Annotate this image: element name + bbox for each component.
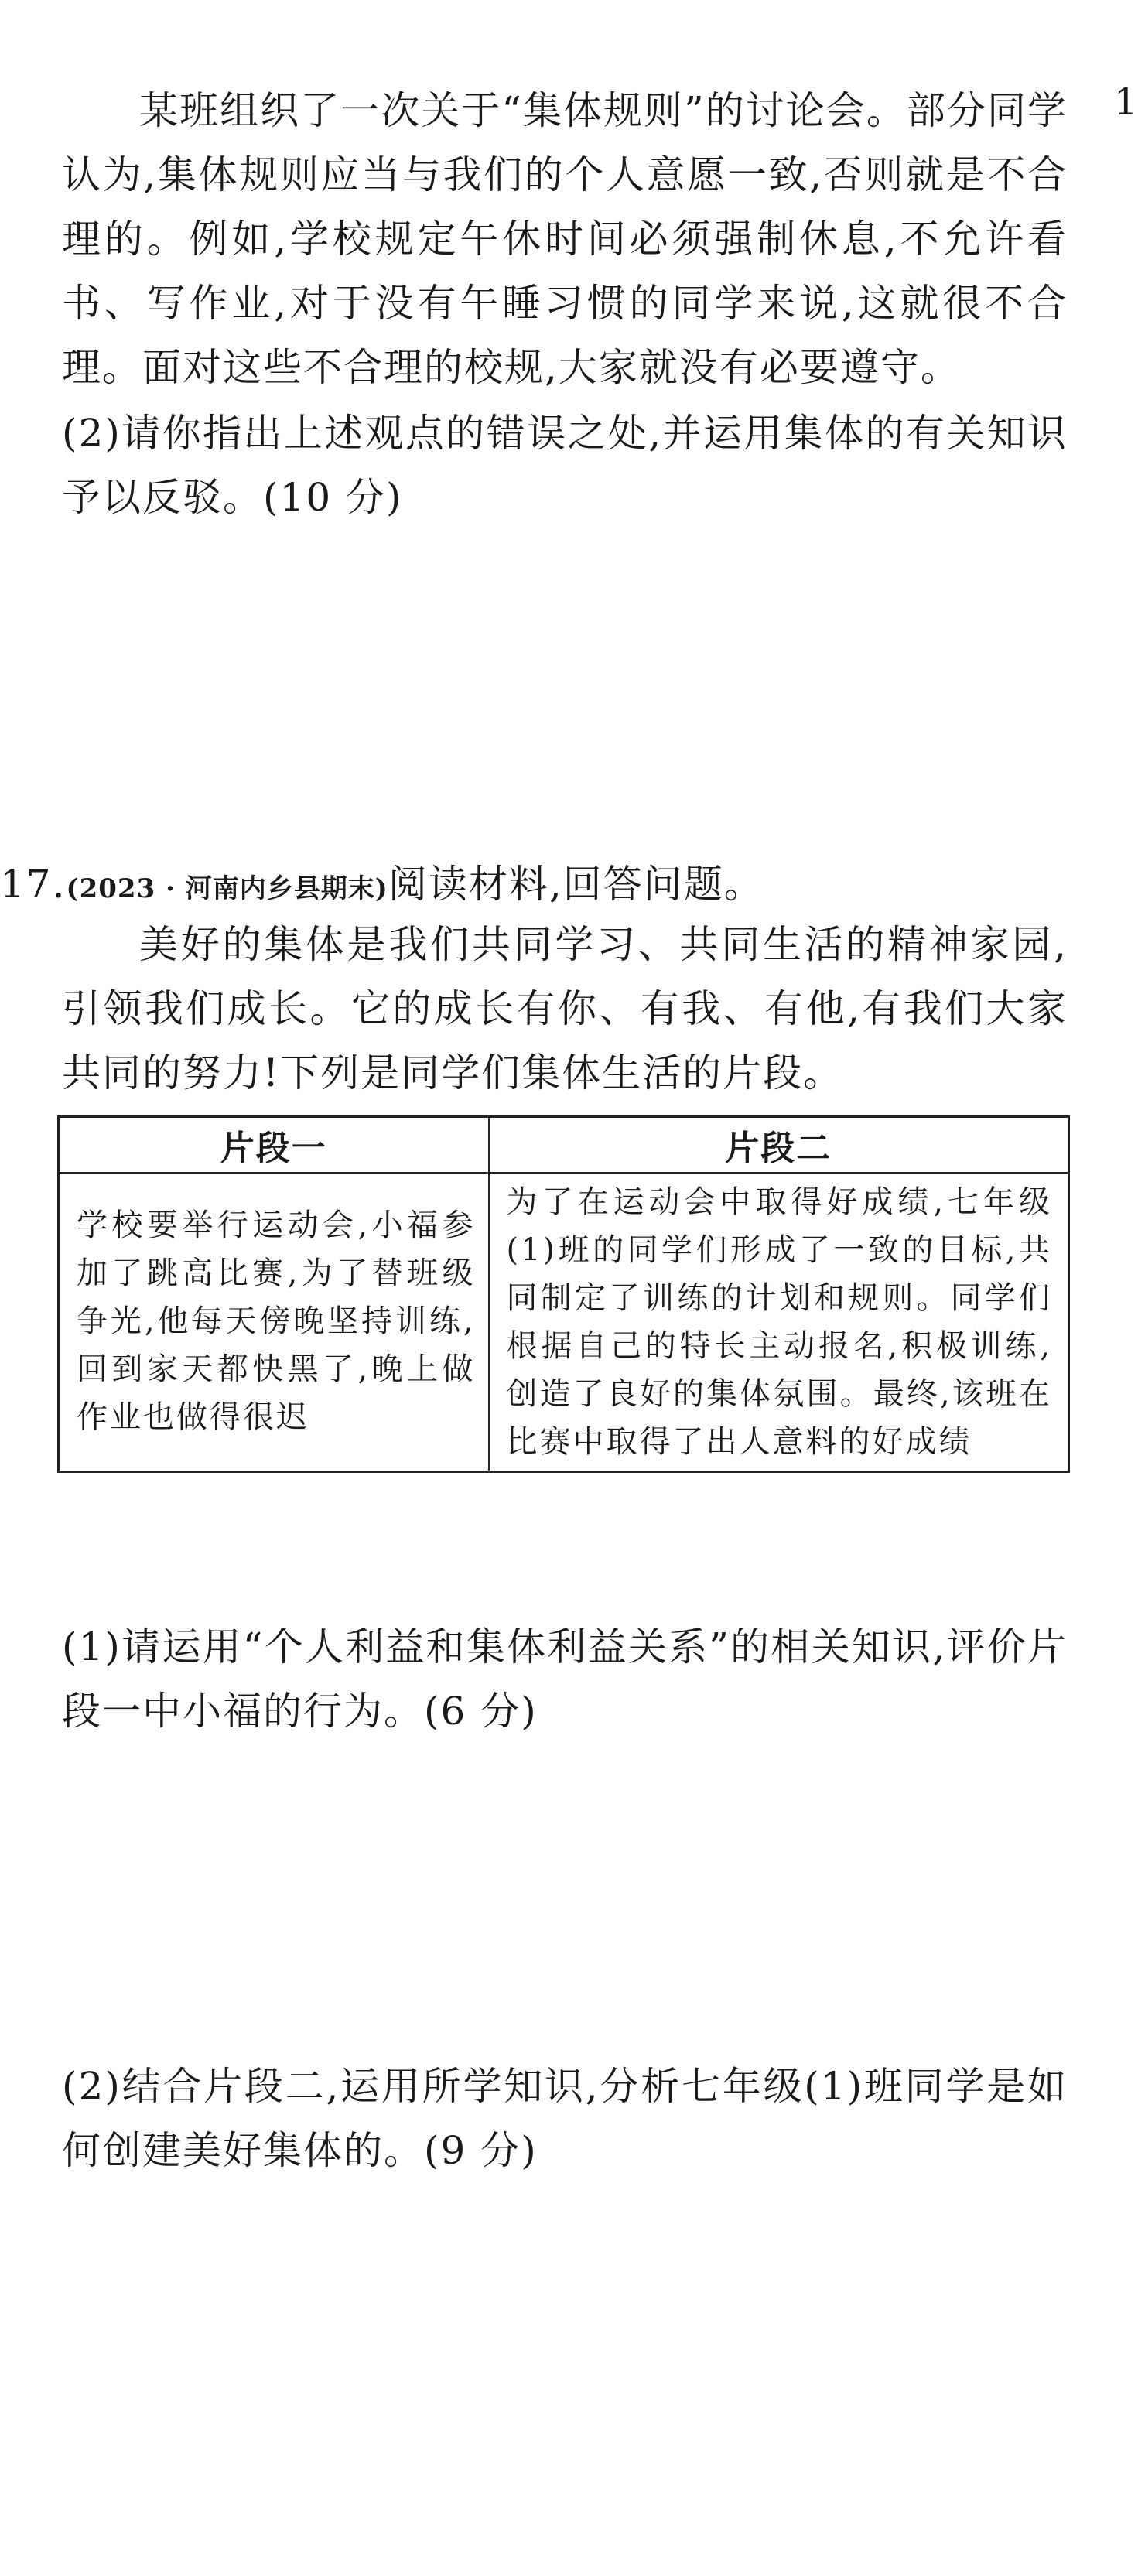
segments-table-header-row	[59, 1117, 1069, 1174]
page-edge-number: 1	[1114, 80, 1138, 124]
q16-material: 某班组织了一次关于“集体规则”的讨论会。部分同学认为,集体规则应当与我们的个人意愿一致,否则就是不合理的。例如,学校规定午休时间必须强制休息,不允许看书、写作业,对于没有午睡习惯的同学来说,这就很不合理。面对这些不合理的校规,大家就没有必要遵守。	[62, 88, 1068, 390]
q17-question-2: (2)结合片段二,运用所学知识,分析七年级(1)班同学是如何创建美好集体的。(9 分)	[62, 2064, 1068, 2173]
segments-table	[57, 1115, 1070, 1473]
segment-two-text: 为了在运动会中取得好成绩,七年级(1)班的同学们形成了一致的目标,共同制定了训练的计划和规则。同学们根据自己的特长主动报名,积极训练,创造了良好的集体氛围。最终,该班在比赛中取得了出人意料的好成绩	[489, 1173, 1069, 1472]
q17-material: 美好的集体是我们共同学习、共同生活的精神家园,引领我们成长。它的成长有你、有我、有他,有我们大家共同的努力!下列是同学们集体生活的片段。	[62, 922, 1068, 1095]
q17-source: (2023 · 河南内乡县期末)	[66, 873, 388, 904]
q17-header	[0, 857, 1083, 916]
q17-number: 17.	[0, 862, 67, 907]
q17-instruction: 阅读材料,回答问题。	[388, 862, 764, 907]
q17-question-1: (1)请运用“个人利益和集体利益关系”的相关知识,评价片段一中小福的行为。(6 分)	[62, 1625, 1068, 1734]
segments-table-row	[59, 1173, 1069, 1472]
segment-one-header: 片段一	[59, 1117, 489, 1174]
segment-one-text: 学校要举行运动会,小福参加了跳高比赛,为了替班级争光,他每天傍晚坚持训练,回到家天都快黑了,晚上做作业也做得很迟	[59, 1173, 489, 1472]
segment-two-header: 片段二	[489, 1117, 1069, 1174]
q16-question-2: (2)请你指出上述观点的错误之处,并运用集体的有关知识予以反驳。(10 分)	[62, 411, 1068, 520]
